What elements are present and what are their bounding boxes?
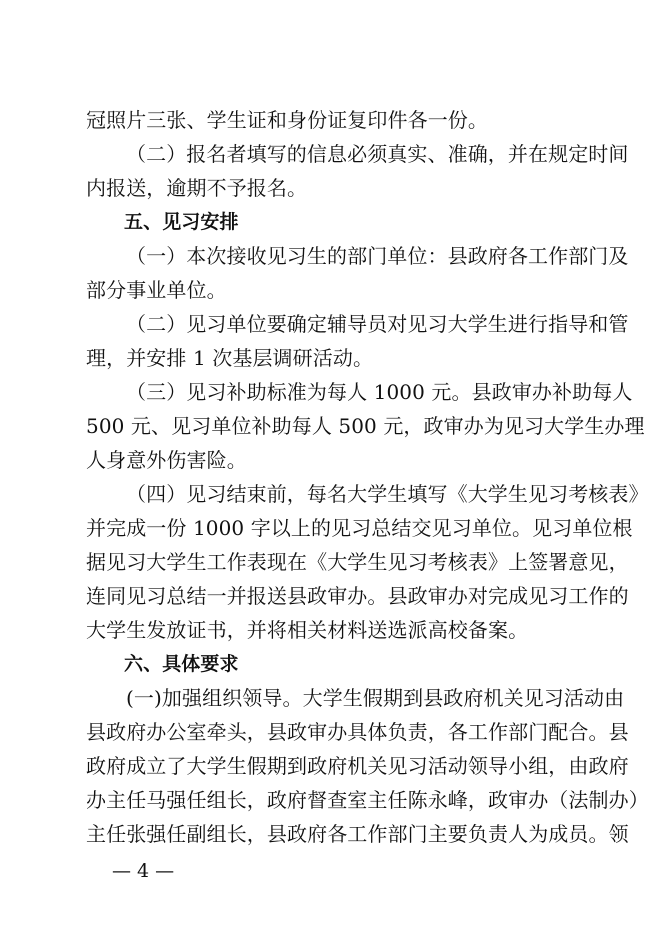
body-text-line: 500 元、见习单位补助每人 500 元，政审办为见习大学生办理 bbox=[86, 414, 645, 438]
body-text-line: 县政府办公室牵头，县政审办具体负责，各工作部门配合。县 bbox=[86, 720, 629, 744]
body-text-line: （四）见习结束前，每名大学生填写《大学生见习考核表》 bbox=[126, 482, 649, 506]
body-text-line: 内报送，逾期不予报名。 bbox=[86, 176, 308, 200]
body-text-line: 理，并安排 1 次基层调研活动。 bbox=[86, 346, 374, 370]
body-text-line: 并完成一份 1000 字以上的见习总结交见习单位。见习单位根 bbox=[86, 516, 633, 540]
body-text-line: （二）见习单位要确定辅导员对见习大学生进行指导和管 bbox=[126, 312, 629, 336]
body-text-line: 人身意外伤害险。 bbox=[86, 448, 247, 472]
body-text-line: 主任张强任副组长，县政府各工作部门主要负责人为成员。领 bbox=[86, 822, 629, 846]
page-number: — 4 — bbox=[112, 860, 175, 882]
body-text-line: (一)加强组织领导。大学生假期到县政府机关见习活动由 bbox=[126, 686, 625, 710]
body-text-line: 据见习大学生工作表现在《大学生见习考核表》上签署意见， bbox=[86, 550, 629, 574]
body-text-line: 办主任马强任组长，政府督查室主任陈永峰，政审办（法制办） bbox=[86, 788, 649, 812]
body-text-line: 冠照片三张、学生证和身份证复印件各一份。 bbox=[86, 108, 488, 132]
body-text-line: 部分事业单位。 bbox=[86, 278, 227, 302]
body-text-line: 大学生发放证书，并将相关材料送选派高校备案。 bbox=[86, 618, 529, 642]
body-text-line: 政府成立了大学生假期到政府机关见习活动领导小组，由政府 bbox=[86, 754, 629, 778]
body-text-line: （一）本次接收见习生的部门单位：县政府各工作部门及 bbox=[126, 244, 629, 268]
section-heading: 五、见习安排 bbox=[124, 211, 239, 233]
body-text-line: （三）见习补助标准为每人 1000 元。县政审办补助每人 bbox=[126, 380, 633, 404]
section-heading: 六、具体要求 bbox=[124, 653, 239, 675]
body-text-line: 连同见习总结一并报送县政审办。县政审办对完成见习工作的 bbox=[86, 584, 629, 608]
body-text-line: （二）报名者填写的信息必须真实、准确，并在规定时间 bbox=[126, 142, 629, 166]
